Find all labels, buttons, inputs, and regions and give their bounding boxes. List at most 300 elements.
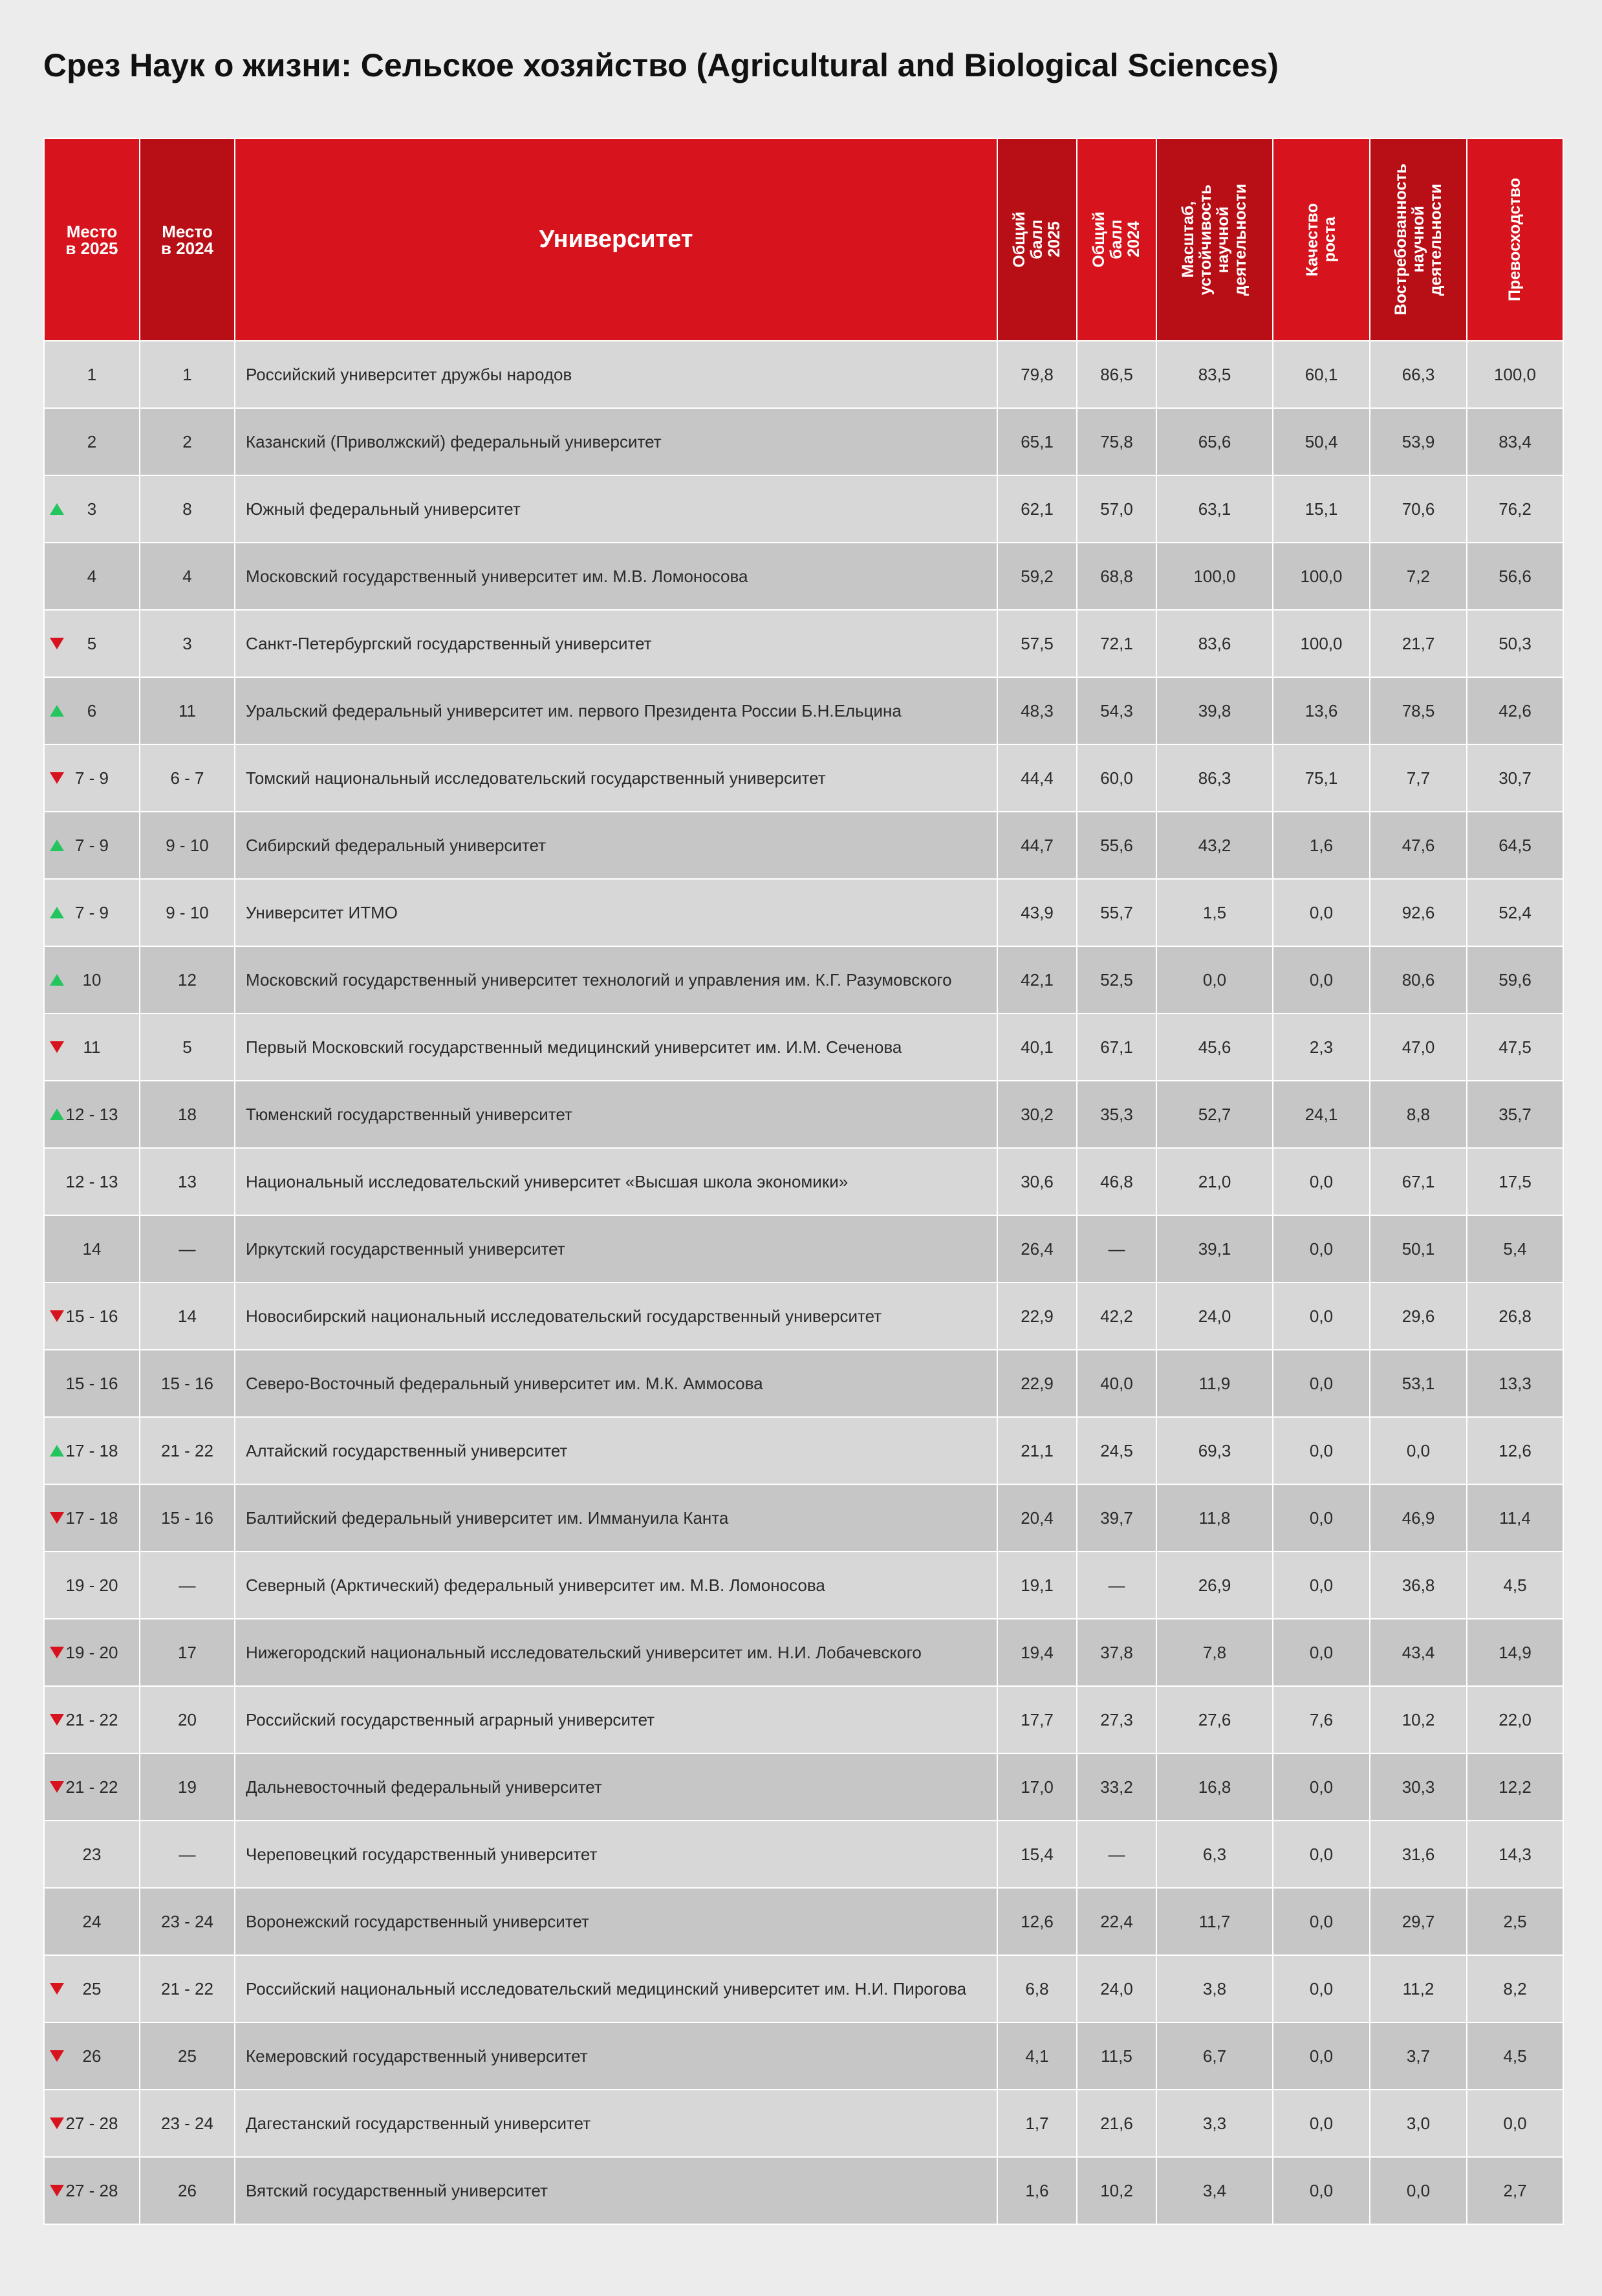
cell-growth: 24,1	[1273, 1081, 1370, 1148]
cell-demand: 11,2	[1370, 1955, 1467, 2022]
cell-place-2024: 9 - 10	[140, 879, 235, 946]
cell-excellence: 8,2	[1467, 1955, 1563, 2022]
cell-score-2024: 60,0	[1077, 744, 1156, 812]
cell-score-2024: 54,3	[1077, 677, 1156, 744]
cell-place-2025	[44, 1552, 140, 1619]
table-row	[44, 1619, 1563, 1686]
trend-down-icon	[50, 1041, 64, 1053]
cell-growth: 0,0	[1273, 2157, 1370, 2224]
cell-place-2024: 1	[140, 341, 235, 408]
cell-place-2024: 26	[140, 2157, 235, 2224]
cell-score-2025: 44,7	[997, 812, 1077, 879]
cell-demand: 47,0	[1370, 1013, 1467, 1081]
cell-scale: 21,0	[1156, 1148, 1273, 1215]
cell-score-2025: 43,9	[997, 879, 1077, 946]
cell-demand: 80,6	[1370, 946, 1467, 1013]
cell-place-2024: 23 - 24	[140, 2090, 235, 2157]
table-row	[44, 1013, 1563, 1081]
cell-growth: 100,0	[1273, 543, 1370, 610]
cell-university: Университет ИТМО	[235, 879, 997, 946]
cell-demand: 21,7	[1370, 610, 1467, 677]
cell-place-2024: 11	[140, 677, 235, 744]
table-row	[44, 610, 1563, 677]
cell-excellence: 30,7	[1467, 744, 1563, 812]
cell-score-2025: 6,8	[997, 1955, 1077, 2022]
cell-score-2025: 1,6	[997, 2157, 1077, 2224]
cell-university: Нижегородский национальный исследовательский университет им. Н.И. Лобачевского	[235, 1619, 997, 1686]
cell-place-2024: 15 - 16	[140, 1484, 235, 1552]
header-row	[44, 138, 1563, 341]
trend-down-icon	[50, 1512, 64, 1524]
cell-excellence: 13,3	[1467, 1350, 1563, 1417]
cell-scale: 3,3	[1156, 2090, 1273, 2157]
cell-growth: 13,6	[1273, 677, 1370, 744]
cell-excellence: 64,5	[1467, 812, 1563, 879]
cell-score-2024: 33,2	[1077, 1753, 1156, 1821]
cell-growth: 0,0	[1273, 1417, 1370, 1484]
cell-demand: 31,6	[1370, 1821, 1467, 1888]
place-value: 21 - 22	[65, 1709, 118, 1729]
cell-scale: 3,4	[1156, 2157, 1273, 2224]
trend-up-icon	[50, 907, 64, 918]
cell-score-2025: 19,4	[997, 1619, 1077, 1686]
table-row	[44, 2022, 1563, 2090]
cell-score-2024: 75,8	[1077, 408, 1156, 475]
cell-university: Российский университет дружбы народов	[235, 341, 997, 408]
table-row	[44, 1552, 1563, 1619]
cell-score-2025: 20,4	[997, 1484, 1077, 1552]
cell-scale: 11,7	[1156, 1888, 1273, 1955]
cell-place-2025	[44, 2157, 140, 2224]
cell-demand: 7,2	[1370, 543, 1467, 610]
trend-down-icon	[50, 1781, 64, 1793]
cell-place-2024: 23 - 24	[140, 1888, 235, 1955]
cell-place-2024: 25	[140, 2022, 235, 2090]
place-value: 14	[82, 1239, 102, 1259]
place-value: 25	[82, 1978, 102, 1998]
cell-demand: 3,7	[1370, 2022, 1467, 2090]
cell-score-2025: 48,3	[997, 677, 1077, 744]
cell-growth: 1,6	[1273, 812, 1370, 879]
header-scale: Масштаб, устойчивость научной деятельности	[1156, 138, 1273, 341]
cell-place-2024: 9 - 10	[140, 812, 235, 879]
cell-demand: 47,6	[1370, 812, 1467, 879]
cell-scale: 3,8	[1156, 1955, 1273, 2022]
cell-place-2025	[44, 744, 140, 812]
cell-place-2025	[44, 879, 140, 946]
cell-score-2024: 37,8	[1077, 1619, 1156, 1686]
table-row	[44, 475, 1563, 543]
trend-up-icon	[50, 503, 64, 515]
cell-excellence: 14,3	[1467, 1821, 1563, 1888]
table-row	[44, 2090, 1563, 2157]
cell-place-2025	[44, 543, 140, 610]
cell-score-2025: 79,8	[997, 341, 1077, 408]
place-value: 7 - 9	[74, 902, 109, 922]
cell-university: Тюменский государственный университет	[235, 1081, 997, 1148]
cell-scale: 83,6	[1156, 610, 1273, 677]
cell-scale: 0,0	[1156, 946, 1273, 1013]
cell-score-2025: 22,9	[997, 1350, 1077, 1417]
cell-place-2025	[44, 2022, 140, 2090]
cell-excellence: 42,6	[1467, 677, 1563, 744]
table-row	[44, 1417, 1563, 1484]
cell-university: Алтайский государственный университет	[235, 1417, 997, 1484]
cell-score-2025: 21,1	[997, 1417, 1077, 1484]
cell-university: Новосибирский национальный исследовательский государственный университет	[235, 1283, 997, 1350]
table-row	[44, 1686, 1563, 1753]
cell-place-2025	[44, 1888, 140, 1955]
trend-up-icon	[50, 1109, 64, 1120]
cell-scale: 83,5	[1156, 341, 1273, 408]
trend-down-icon	[50, 638, 64, 649]
cell-excellence: 47,5	[1467, 1013, 1563, 1081]
place-value: 27 - 28	[65, 2113, 118, 2133]
cell-place-2024: 2	[140, 408, 235, 475]
cell-demand: 78,5	[1370, 677, 1467, 744]
cell-scale: 24,0	[1156, 1283, 1273, 1350]
cell-scale: 16,8	[1156, 1753, 1273, 1821]
cell-growth: 0,0	[1273, 879, 1370, 946]
table-row	[44, 677, 1563, 744]
header-score-2025: Общий балл 2025	[997, 138, 1077, 341]
cell-place-2025	[44, 475, 140, 543]
place-value: 7 - 9	[74, 768, 109, 788]
cell-place-2024: 17	[140, 1619, 235, 1686]
cell-score-2025: 1,7	[997, 2090, 1077, 2157]
place-value: 2	[87, 431, 97, 451]
cell-score-2025: 65,1	[997, 408, 1077, 475]
table-row	[44, 1753, 1563, 1821]
cell-university: Московский государственный университет им. М.В. Ломоносова	[235, 543, 997, 610]
trend-down-icon	[50, 2117, 64, 2129]
cell-demand: 36,8	[1370, 1552, 1467, 1619]
cell-place-2025	[44, 1013, 140, 1081]
cell-place-2025	[44, 812, 140, 879]
cell-excellence: 50,3	[1467, 610, 1563, 677]
cell-excellence: 12,6	[1467, 1417, 1563, 1484]
cell-demand: 29,6	[1370, 1283, 1467, 1350]
cell-place-2024: 12	[140, 946, 235, 1013]
cell-growth: 0,0	[1273, 1148, 1370, 1215]
cell-demand: 92,6	[1370, 879, 1467, 946]
cell-score-2024: 24,5	[1077, 1417, 1156, 1484]
cell-university: Балтийский федеральный университет им. Иммануила Канта	[235, 1484, 997, 1552]
cell-place-2025	[44, 1081, 140, 1148]
cell-university: Вятский государственный университет	[235, 2157, 997, 2224]
place-value: 12 - 13	[65, 1104, 118, 1124]
cell-excellence: 76,2	[1467, 475, 1563, 543]
trend-down-icon	[50, 1647, 64, 1658]
cell-score-2025: 42,1	[997, 946, 1077, 1013]
place-value: 19 - 20	[65, 1575, 118, 1595]
cell-growth: 0,0	[1273, 1955, 1370, 2022]
cell-excellence: 2,5	[1467, 1888, 1563, 1955]
cell-place-2025	[44, 1619, 140, 1686]
cell-score-2024: 52,5	[1077, 946, 1156, 1013]
cell-score-2024: 27,3	[1077, 1686, 1156, 1753]
cell-score-2024: 11,5	[1077, 2022, 1156, 2090]
header-score-2024: Общий балл 2024	[1077, 138, 1156, 341]
cell-place-2024: —	[140, 1552, 235, 1619]
cell-excellence: 100,0	[1467, 341, 1563, 408]
cell-place-2024: 19	[140, 1753, 235, 1821]
table-row	[44, 744, 1563, 812]
cell-demand: 43,4	[1370, 1619, 1467, 1686]
cell-demand: 0,0	[1370, 2157, 1467, 2224]
table-row	[44, 1148, 1563, 1215]
trend-down-icon	[50, 1983, 64, 1995]
cell-university: Дальневосточный федеральный университет	[235, 1753, 997, 1821]
cell-growth: 0,0	[1273, 1821, 1370, 1888]
cell-excellence: 83,4	[1467, 408, 1563, 475]
place-value: 12 - 13	[65, 1171, 118, 1191]
cell-place-2024: 8	[140, 475, 235, 543]
place-value: 26	[82, 2046, 102, 2066]
cell-score-2024: 42,2	[1077, 1283, 1156, 1350]
cell-scale: 7,8	[1156, 1619, 1273, 1686]
cell-university: Сибирский федеральный университет	[235, 812, 997, 879]
cell-scale: 11,8	[1156, 1484, 1273, 1552]
cell-university: Уральский федеральный университет им. первого Президента России Б.Н.Ельцина	[235, 677, 997, 744]
header-place-2025: Место в 2025	[44, 138, 140, 341]
cell-scale: 6,3	[1156, 1821, 1273, 1888]
cell-excellence: 59,6	[1467, 946, 1563, 1013]
trend-down-icon	[50, 772, 64, 784]
cell-place-2025	[44, 677, 140, 744]
place-value: 15 - 16	[65, 1373, 118, 1393]
header-university: Университет	[235, 138, 997, 341]
cell-place-2025	[44, 946, 140, 1013]
cell-place-2025	[44, 1350, 140, 1417]
trend-down-icon	[50, 1310, 64, 1322]
cell-excellence: 35,7	[1467, 1081, 1563, 1148]
cell-place-2024: 21 - 22	[140, 1955, 235, 2022]
cell-score-2024: 57,0	[1077, 475, 1156, 543]
cell-demand: 3,0	[1370, 2090, 1467, 2157]
table-row	[44, 1283, 1563, 1350]
place-value: 1	[87, 364, 97, 384]
cell-score-2024: 86,5	[1077, 341, 1156, 408]
table-row	[44, 1955, 1563, 2022]
cell-demand: 7,7	[1370, 744, 1467, 812]
cell-university: Московский государственный университет технологий и управления им. К.Г. Разумовского	[235, 946, 997, 1013]
cell-place-2024: 14	[140, 1283, 235, 1350]
cell-demand: 50,1	[1370, 1215, 1467, 1283]
cell-demand: 70,6	[1370, 475, 1467, 543]
cell-university: Российский государственный аграрный университет	[235, 1686, 997, 1753]
cell-place-2024: 15 - 16	[140, 1350, 235, 1417]
cell-place-2024: 3	[140, 610, 235, 677]
table-row	[44, 1484, 1563, 1552]
cell-score-2025: 15,4	[997, 1821, 1077, 1888]
cell-scale: 11,9	[1156, 1350, 1273, 1417]
trend-up-icon	[50, 1445, 64, 1457]
place-value: 17 - 18	[65, 1508, 118, 1528]
place-value: 5	[87, 633, 97, 653]
cell-university: Российский национальный исследовательский медицинский университет им. Н.И. Пирогова	[235, 1955, 997, 2022]
cell-university: Череповецкий государственный университет	[235, 1821, 997, 1888]
cell-excellence: 0,0	[1467, 2090, 1563, 2157]
table-row	[44, 1821, 1563, 1888]
header-excellence: Превосходство	[1467, 138, 1563, 341]
cell-excellence: 11,4	[1467, 1484, 1563, 1552]
cell-score-2024: 55,7	[1077, 879, 1156, 946]
place-value: 3	[87, 499, 97, 519]
cell-scale: 69,3	[1156, 1417, 1273, 1484]
cell-growth: 0,0	[1273, 1484, 1370, 1552]
cell-score-2025: 17,7	[997, 1686, 1077, 1753]
cell-score-2025: 19,1	[997, 1552, 1077, 1619]
cell-scale: 39,1	[1156, 1215, 1273, 1283]
cell-scale: 43,2	[1156, 812, 1273, 879]
cell-score-2024: —	[1077, 1821, 1156, 1888]
cell-scale: 86,3	[1156, 744, 1273, 812]
cell-place-2025	[44, 1417, 140, 1484]
cell-scale: 26,9	[1156, 1552, 1273, 1619]
cell-university: Иркутский государственный университет	[235, 1215, 997, 1283]
cell-scale: 45,6	[1156, 1013, 1273, 1081]
cell-growth: 0,0	[1273, 1350, 1370, 1417]
cell-score-2025: 62,1	[997, 475, 1077, 543]
cell-university: Северный (Арктический) федеральный университет им. М.В. Ломоносова	[235, 1552, 997, 1619]
cell-growth: 0,0	[1273, 1283, 1370, 1350]
cell-scale: 65,6	[1156, 408, 1273, 475]
cell-excellence: 12,2	[1467, 1753, 1563, 1821]
trend-up-icon	[50, 974, 64, 986]
cell-place-2025	[44, 408, 140, 475]
cell-place-2024: 18	[140, 1081, 235, 1148]
cell-excellence: 17,5	[1467, 1148, 1563, 1215]
table-row	[44, 341, 1563, 408]
header-demand: Востребованность научной деятельности	[1370, 138, 1467, 341]
table-row	[44, 1081, 1563, 1148]
cell-university: Санкт-Петербургский государственный университет	[235, 610, 997, 677]
cell-growth: 15,1	[1273, 475, 1370, 543]
cell-growth: 0,0	[1273, 2090, 1370, 2157]
table-row	[44, 879, 1563, 946]
cell-score-2024: 72,1	[1077, 610, 1156, 677]
cell-scale: 100,0	[1156, 543, 1273, 610]
cell-score-2025: 59,2	[997, 543, 1077, 610]
cell-place-2025	[44, 1484, 140, 1552]
cell-growth: 0,0	[1273, 946, 1370, 1013]
cell-growth: 0,0	[1273, 2022, 1370, 2090]
cell-university: Казанский (Приволжский) федеральный университет	[235, 408, 997, 475]
trend-up-icon	[50, 839, 64, 851]
cell-demand: 8,8	[1370, 1081, 1467, 1148]
cell-score-2025: 26,4	[997, 1215, 1077, 1283]
table-row	[44, 1350, 1563, 1417]
header-growth: Качество роста	[1273, 138, 1370, 341]
cell-scale: 27,6	[1156, 1686, 1273, 1753]
trend-down-icon	[50, 2185, 64, 2196]
cell-score-2025: 40,1	[997, 1013, 1077, 1081]
cell-demand: 66,3	[1370, 341, 1467, 408]
table-row	[44, 1888, 1563, 1955]
cell-score-2024: 46,8	[1077, 1148, 1156, 1215]
cell-score-2024: 22,4	[1077, 1888, 1156, 1955]
cell-score-2024: 55,6	[1077, 812, 1156, 879]
place-value: 15 - 16	[65, 1306, 118, 1326]
cell-growth: 0,0	[1273, 1552, 1370, 1619]
cell-score-2024: —	[1077, 1215, 1156, 1283]
cell-growth: 0,0	[1273, 1619, 1370, 1686]
cell-score-2024: 68,8	[1077, 543, 1156, 610]
cell-demand: 67,1	[1370, 1148, 1467, 1215]
place-value: 17 - 18	[65, 1440, 118, 1460]
cell-excellence: 52,4	[1467, 879, 1563, 946]
cell-score-2024: —	[1077, 1552, 1156, 1619]
cell-place-2024: 5	[140, 1013, 235, 1081]
cell-scale: 39,8	[1156, 677, 1273, 744]
cell-excellence: 26,8	[1467, 1283, 1563, 1350]
cell-excellence: 56,6	[1467, 543, 1563, 610]
cell-score-2024: 10,2	[1077, 2157, 1156, 2224]
cell-score-2025: 4,1	[997, 2022, 1077, 2090]
cell-place-2025	[44, 1283, 140, 1350]
place-value: 6	[87, 700, 97, 720]
cell-scale: 6,7	[1156, 2022, 1273, 2090]
cell-excellence: 22,0	[1467, 1686, 1563, 1753]
cell-score-2024: 24,0	[1077, 1955, 1156, 2022]
header-place-2024: Место в 2024	[140, 138, 235, 341]
ranking-body	[44, 341, 1563, 2224]
cell-demand: 29,7	[1370, 1888, 1467, 1955]
cell-university: Дагестанский государственный университет	[235, 2090, 997, 2157]
ranking-table	[43, 138, 1564, 2225]
cell-place-2024: 6 - 7	[140, 744, 235, 812]
cell-score-2025: 30,2	[997, 1081, 1077, 1148]
cell-university: Кемеровский государственный университет	[235, 2022, 997, 2090]
cell-place-2025	[44, 1821, 140, 1888]
cell-place-2025	[44, 2090, 140, 2157]
cell-score-2025: 12,6	[997, 1888, 1077, 1955]
cell-score-2024: 40,0	[1077, 1350, 1156, 1417]
cell-place-2025	[44, 1686, 140, 1753]
cell-place-2025	[44, 1148, 140, 1215]
cell-demand: 10,2	[1370, 1686, 1467, 1753]
cell-excellence: 4,5	[1467, 2022, 1563, 2090]
cell-growth: 60,1	[1273, 341, 1370, 408]
cell-demand: 53,1	[1370, 1350, 1467, 1417]
cell-score-2025: 22,9	[997, 1283, 1077, 1350]
place-value: 10	[82, 969, 102, 990]
cell-university: Южный федеральный университет	[235, 475, 997, 543]
cell-score-2024: 21,6	[1077, 2090, 1156, 2157]
place-value: 21 - 22	[65, 1777, 118, 1797]
cell-growth: 0,0	[1273, 1215, 1370, 1283]
table-row	[44, 1215, 1563, 1283]
trend-down-icon	[50, 1714, 64, 1726]
cell-demand: 46,9	[1370, 1484, 1467, 1552]
cell-place-2025	[44, 610, 140, 677]
place-value: 24	[82, 1911, 102, 1931]
place-value: 4	[87, 566, 97, 586]
place-value: 23	[82, 1844, 102, 1864]
cell-university: Воронежский государственный университет	[235, 1888, 997, 1955]
cell-place-2025	[44, 341, 140, 408]
place-value: 27 - 28	[65, 2180, 118, 2200]
table-row	[44, 2157, 1563, 2224]
cell-place-2025	[44, 1753, 140, 1821]
cell-growth: 0,0	[1273, 1888, 1370, 1955]
cell-place-2024: 21 - 22	[140, 1417, 235, 1484]
cell-university: Северо-Восточный федеральный университет им. М.К. Аммосова	[235, 1350, 997, 1417]
cell-growth: 100,0	[1273, 610, 1370, 677]
cell-place-2024: 13	[140, 1148, 235, 1215]
cell-growth: 7,6	[1273, 1686, 1370, 1753]
